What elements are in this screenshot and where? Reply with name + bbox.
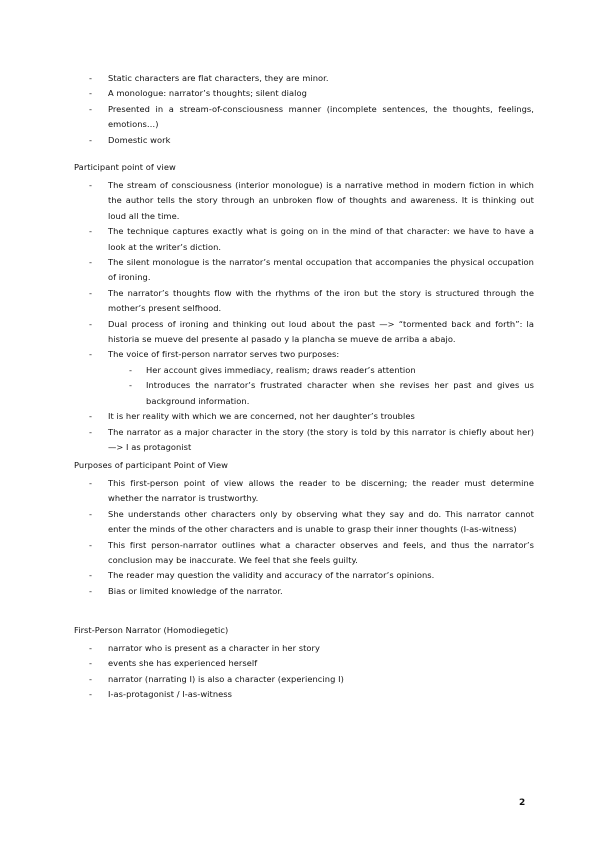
list-item: - I-as-protagonist / I-as-witness	[74, 687, 534, 702]
section-heading: First-Person Narrator (Homodiegetic)	[74, 625, 229, 635]
list-item: - The stream of consciousness (interior monologue) is a narrative method in modern fiction in which the author tells the story through an unbroken flow of thoughts and awareness. It is thinking out loud all the time.	[74, 178, 534, 224]
list-item: - She understands other characters only by observing what they say and do. This narrator cannot enter the minds of the other characters and is unable to grasp their inner thoughts (I-as-witness)	[74, 507, 534, 538]
sub-list	[108, 363, 534, 409]
list-item: - Static characters are flat characters, they are minor.	[74, 71, 534, 86]
sub-list-item: - Introduces the narrator’s frustrated character when she revises her past and gives us background information.	[74, 378, 534, 409]
list-item: - The narrator’s thoughts flow with the rhythms of the iron but the story is structured through the mother’s present selfhood.	[74, 286, 534, 317]
section-heading: Purposes of participant Point of View	[74, 460, 228, 470]
list-item: - The technique captures exactly what is going on in the mind of that character: we have to have a look at the writer’s diction.	[74, 224, 534, 255]
intro-section	[74, 71, 534, 148]
list-item: - Presented in a stream-of-consciousness manner (incomplete sentences, the thoughts, feelings, emotions…)	[74, 102, 534, 133]
list-item: - It is her reality with which we are concerned, not her daughter’s troubles	[74, 409, 534, 424]
intro-list	[74, 71, 534, 148]
first-person-list	[74, 641, 534, 703]
list-item: - Bias or limited knowledge of the narrator.	[74, 584, 534, 599]
list-item: - The reader may question the validity and accuracy of the narrator’s opinions.	[74, 568, 534, 583]
first-person-section	[74, 623, 534, 703]
purposes-list	[74, 476, 534, 599]
list-item-text: The voice of first-person narrator serves two purposes:	[108, 349, 340, 360]
list-item: - Dual process of ironing and thinking out loud about the past —> “tormented back and forth”: la historia se mueve del presente al pasado y la plancha se mueve de arriba a abajo.	[74, 317, 534, 348]
section-heading: Participant point of view	[74, 162, 176, 172]
list-item: - Domestic work	[74, 133, 534, 148]
purposes-section	[74, 458, 534, 599]
list-item: - events she has experienced herself	[74, 656, 534, 671]
list-item: - The narrator as a major character in the story (the story is told by this narrator is chiefly about her) —> I as protagonist	[74, 425, 534, 456]
list-item: - narrator (narrating I) is also a character (experiencing I)	[74, 672, 534, 687]
sub-list-item: - Her account gives immediacy, realism; draws reader’s attention	[74, 363, 534, 378]
list-item: - This first-person point of view allows the reader to be discerning; the reader must determine whether the narrator is trustworthy.	[74, 476, 534, 507]
participant-section	[74, 160, 534, 455]
list-item: - narrator who is present as a character in her story	[74, 641, 534, 656]
list-item: - A monologue: narrator’s thoughts; silent dialog	[74, 86, 534, 101]
participant-list	[74, 178, 534, 455]
page-number: 2	[519, 798, 526, 808]
list-item: - The silent monologue is the narrator’s mental occupation that accompanies the physical occupation of ironing.	[74, 255, 534, 286]
list-item: - This first person-narrator outlines what a character observes and feels, and thus the narrator’s conclusion may be inaccurate. We feel that she feels guilty.	[74, 538, 534, 569]
list-item	[74, 347, 534, 409]
